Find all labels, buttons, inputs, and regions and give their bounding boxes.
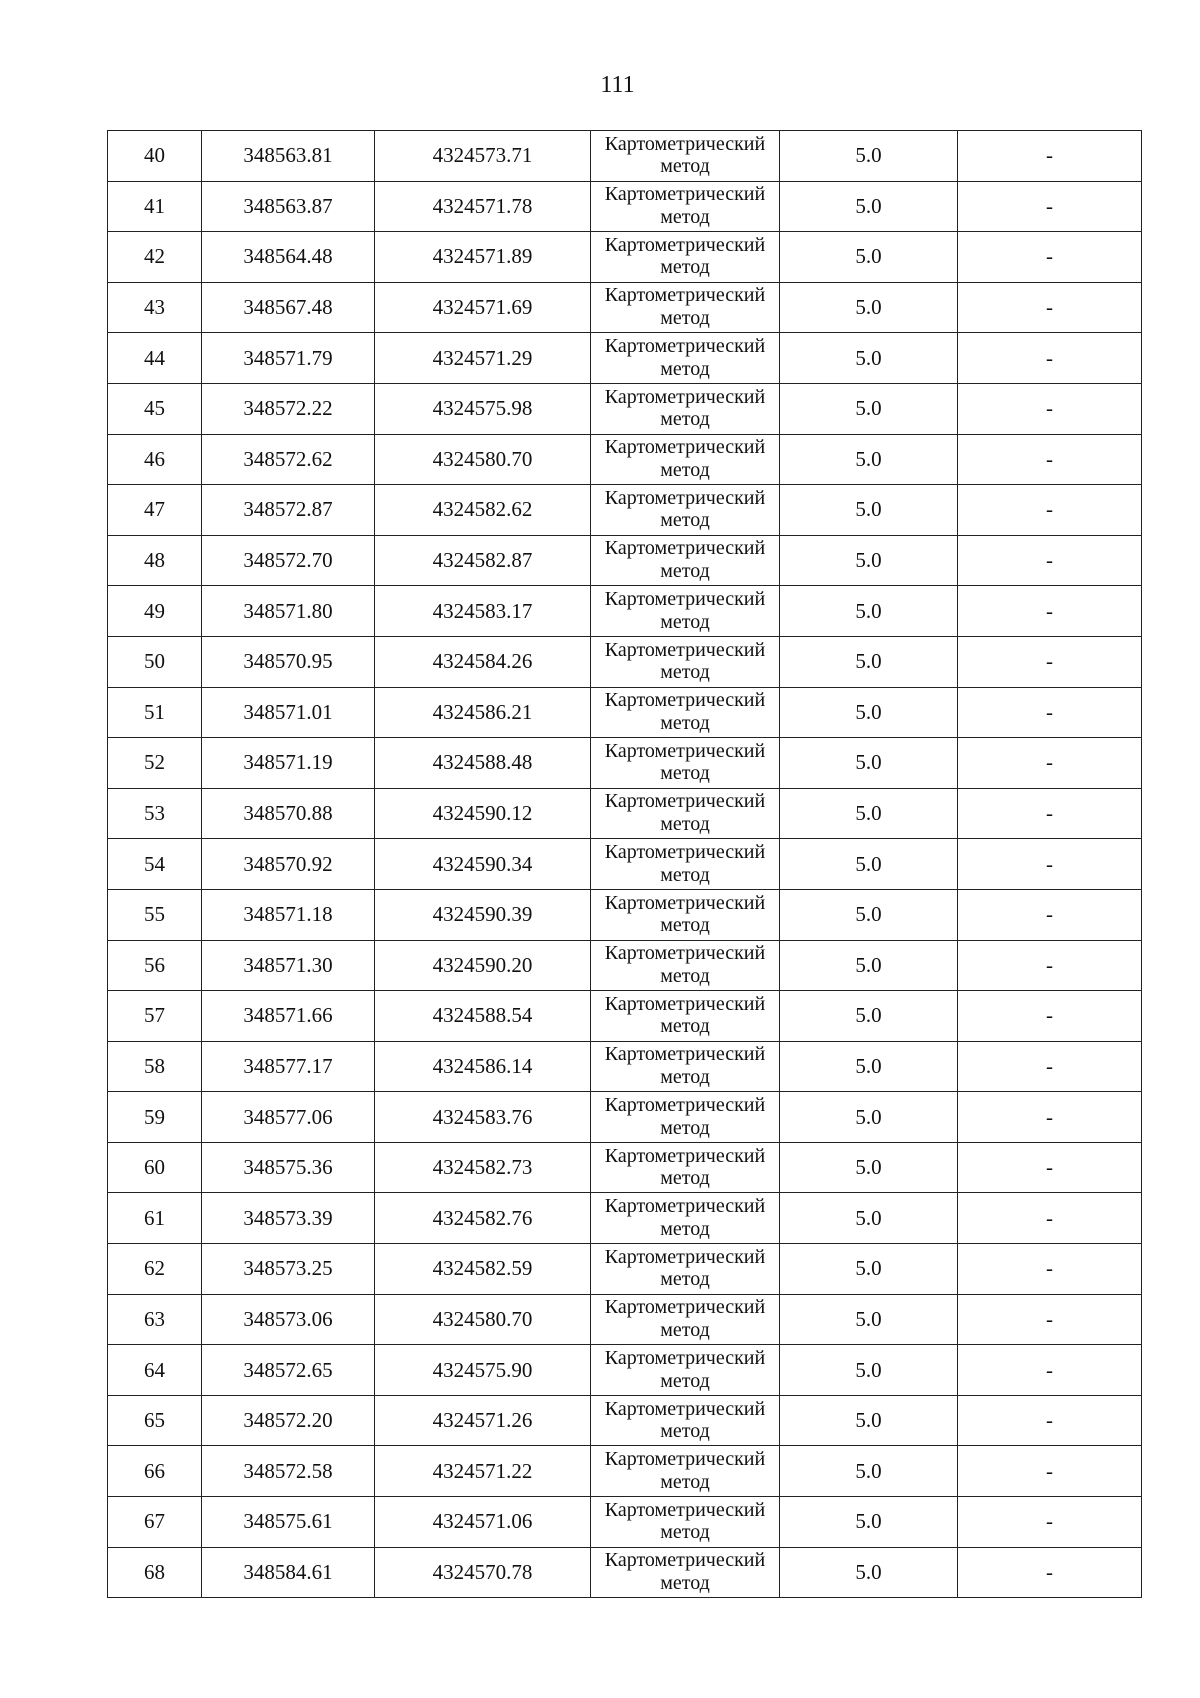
point-number-cell: 60 — [108, 1142, 202, 1193]
point-number-cell: 48 — [108, 535, 202, 586]
y-coordinate-cell: 4324584.26 — [375, 636, 591, 687]
method-cell — [591, 687, 780, 738]
y-coordinate-cell: 4324582.73 — [375, 1142, 591, 1193]
note-cell: - — [958, 1193, 1142, 1244]
y-coordinate-cell: 4324582.87 — [375, 535, 591, 586]
accuracy-cell: 5.0 — [780, 383, 958, 434]
x-coordinate-cell: 348571.19 — [202, 738, 375, 789]
method-cell — [591, 1142, 780, 1193]
point-number-cell: 57 — [108, 991, 202, 1042]
note-cell: - — [958, 1092, 1142, 1143]
method-line-1: Картометрический — [604, 335, 766, 358]
y-coordinate-cell: 4324571.78 — [375, 181, 591, 232]
table-row — [108, 1193, 1142, 1244]
table-row — [108, 1497, 1142, 1548]
method-cell — [591, 232, 780, 283]
method-cell — [591, 1547, 780, 1598]
y-coordinate-cell: 4324590.34 — [375, 839, 591, 890]
note-cell: - — [958, 940, 1142, 991]
method-line-1: Картометрический — [604, 1397, 766, 1420]
method-cell — [591, 1395, 780, 1446]
method-cell — [591, 1244, 780, 1295]
x-coordinate-cell: 348570.92 — [202, 839, 375, 890]
page-number: 111 — [600, 72, 635, 98]
accuracy-cell: 5.0 — [780, 1244, 958, 1295]
method-cell — [591, 1497, 780, 1548]
point-number-cell: 62 — [108, 1244, 202, 1295]
accuracy-cell: 5.0 — [780, 1294, 958, 1345]
y-coordinate-cell: 4324588.54 — [375, 991, 591, 1042]
point-number-cell: 54 — [108, 839, 202, 890]
method-line-1: Картометрический — [604, 132, 766, 155]
method-line-1: Картометрический — [604, 486, 766, 509]
point-number-cell: 55 — [108, 889, 202, 940]
method-line-2: метод — [660, 863, 710, 886]
accuracy-cell: 5.0 — [780, 131, 958, 182]
y-coordinate-cell: 4324583.76 — [375, 1092, 591, 1143]
point-number-cell: 68 — [108, 1547, 202, 1598]
method-line-2: метод — [660, 711, 710, 734]
coordinates-table — [107, 130, 1142, 1598]
table-row — [108, 991, 1142, 1042]
accuracy-cell: 5.0 — [780, 687, 958, 738]
method-line-1: Картометрический — [604, 1245, 766, 1268]
method-line-2: метод — [660, 762, 710, 785]
method-cell — [591, 1193, 780, 1244]
accuracy-cell: 5.0 — [780, 889, 958, 940]
table-row — [108, 535, 1142, 586]
method-line-1: Картометрический — [604, 537, 766, 560]
y-coordinate-cell: 4324571.06 — [375, 1497, 591, 1548]
method-line-2: метод — [660, 661, 710, 684]
accuracy-cell: 5.0 — [780, 232, 958, 283]
method-line-1: Картометрический — [604, 436, 766, 459]
method-line-2: метод — [660, 307, 710, 330]
y-coordinate-cell: 4324590.12 — [375, 788, 591, 839]
table-row — [108, 788, 1142, 839]
method-line-1: Картометрический — [604, 1144, 766, 1167]
note-cell: - — [958, 839, 1142, 890]
accuracy-cell: 5.0 — [780, 434, 958, 485]
method-line-1: Картометрический — [604, 385, 766, 408]
note-cell: - — [958, 991, 1142, 1042]
method-line-2: метод — [660, 1470, 710, 1493]
accuracy-cell: 5.0 — [780, 1395, 958, 1446]
accuracy-cell: 5.0 — [780, 991, 958, 1042]
method-line-2: метод — [660, 964, 710, 987]
accuracy-cell: 5.0 — [780, 1345, 958, 1396]
table-row — [108, 1092, 1142, 1143]
table-row — [108, 232, 1142, 283]
accuracy-cell: 5.0 — [780, 1446, 958, 1497]
note-cell: - — [958, 1142, 1142, 1193]
x-coordinate-cell: 348572.87 — [202, 485, 375, 536]
table-row — [108, 889, 1142, 940]
method-line-2: метод — [660, 509, 710, 532]
point-number-cell: 41 — [108, 181, 202, 232]
point-number-cell: 56 — [108, 940, 202, 991]
point-number-cell: 42 — [108, 232, 202, 283]
y-coordinate-cell: 4324586.14 — [375, 1041, 591, 1092]
note-cell: - — [958, 232, 1142, 283]
accuracy-cell: 5.0 — [780, 1193, 958, 1244]
point-number-cell: 61 — [108, 1193, 202, 1244]
table-row — [108, 383, 1142, 434]
method-line-1: Картометрический — [604, 1195, 766, 1218]
method-line-1: Картометрический — [604, 1093, 766, 1116]
note-cell: - — [958, 636, 1142, 687]
method-line-2: метод — [660, 205, 710, 228]
note-cell: - — [958, 788, 1142, 839]
y-coordinate-cell: 4324571.29 — [375, 333, 591, 384]
point-number-cell: 40 — [108, 131, 202, 182]
method-line-1: Картометрический — [604, 992, 766, 1015]
x-coordinate-cell: 348571.66 — [202, 991, 375, 1042]
x-coordinate-cell: 348577.17 — [202, 1041, 375, 1092]
point-number-cell: 63 — [108, 1294, 202, 1345]
accuracy-cell: 5.0 — [780, 485, 958, 536]
table-row — [108, 1041, 1142, 1092]
y-coordinate-cell: 4324571.89 — [375, 232, 591, 283]
table-row — [108, 1547, 1142, 1598]
method-line-2: метод — [660, 1521, 710, 1544]
method-cell — [591, 1446, 780, 1497]
method-line-1: Картометрический — [604, 942, 766, 965]
method-line-1: Картометрический — [604, 588, 766, 611]
point-number-cell: 65 — [108, 1395, 202, 1446]
table-row — [108, 738, 1142, 789]
method-line-2: метод — [660, 155, 710, 178]
method-cell — [591, 940, 780, 991]
method-line-2: метод — [660, 458, 710, 481]
note-cell: - — [958, 586, 1142, 637]
point-number-cell: 50 — [108, 636, 202, 687]
y-coordinate-cell: 4324582.76 — [375, 1193, 591, 1244]
note-cell: - — [958, 383, 1142, 434]
method-line-2: метод — [660, 256, 710, 279]
y-coordinate-cell: 4324571.69 — [375, 282, 591, 333]
method-line-1: Картометрический — [604, 841, 766, 864]
method-line-1: Картометрический — [604, 1549, 766, 1572]
method-cell — [591, 383, 780, 434]
table-row — [108, 839, 1142, 890]
note-cell: - — [958, 1345, 1142, 1396]
table-row — [108, 940, 1142, 991]
method-cell — [591, 1345, 780, 1396]
method-line-2: метод — [660, 408, 710, 431]
method-cell — [591, 181, 780, 232]
point-number-cell: 44 — [108, 333, 202, 384]
table-row — [108, 1244, 1142, 1295]
x-coordinate-cell: 348584.61 — [202, 1547, 375, 1598]
x-coordinate-cell: 348572.62 — [202, 434, 375, 485]
y-coordinate-cell: 4324582.62 — [375, 485, 591, 536]
x-coordinate-cell: 348563.81 — [202, 131, 375, 182]
method-line-1: Картометрический — [604, 689, 766, 712]
accuracy-cell: 5.0 — [780, 1547, 958, 1598]
method-line-2: метод — [660, 1116, 710, 1139]
note-cell: - — [958, 1294, 1142, 1345]
y-coordinate-cell: 4324586.21 — [375, 687, 591, 738]
table-row — [108, 485, 1142, 536]
x-coordinate-cell: 348564.48 — [202, 232, 375, 283]
x-coordinate-cell: 348575.61 — [202, 1497, 375, 1548]
method-line-1: Картометрический — [604, 233, 766, 256]
x-coordinate-cell: 348571.80 — [202, 586, 375, 637]
table-row — [108, 1395, 1142, 1446]
table-row — [108, 1446, 1142, 1497]
table-row — [108, 434, 1142, 485]
note-cell: - — [958, 485, 1142, 536]
table-row — [108, 1345, 1142, 1396]
method-cell — [591, 333, 780, 384]
method-line-1: Картометрический — [604, 1296, 766, 1319]
y-coordinate-cell: 4324580.70 — [375, 1294, 591, 1345]
table-row — [108, 131, 1142, 182]
point-number-cell: 45 — [108, 383, 202, 434]
table-row — [108, 1294, 1142, 1345]
accuracy-cell: 5.0 — [780, 586, 958, 637]
note-cell: - — [958, 434, 1142, 485]
accuracy-cell: 5.0 — [780, 181, 958, 232]
y-coordinate-cell: 4324590.39 — [375, 889, 591, 940]
x-coordinate-cell: 348572.58 — [202, 1446, 375, 1497]
method-line-1: Картометрический — [604, 183, 766, 206]
point-number-cell: 58 — [108, 1041, 202, 1092]
point-number-cell: 66 — [108, 1446, 202, 1497]
accuracy-cell: 5.0 — [780, 1041, 958, 1092]
method-line-2: метод — [660, 914, 710, 937]
method-cell — [591, 1294, 780, 1345]
point-number-cell: 46 — [108, 434, 202, 485]
method-line-2: метод — [660, 1065, 710, 1088]
point-number-cell: 43 — [108, 282, 202, 333]
x-coordinate-cell: 348572.65 — [202, 1345, 375, 1396]
accuracy-cell: 5.0 — [780, 1497, 958, 1548]
y-coordinate-cell: 4324571.22 — [375, 1446, 591, 1497]
point-number-cell: 59 — [108, 1092, 202, 1143]
method-cell — [591, 991, 780, 1042]
method-cell — [591, 1041, 780, 1092]
method-cell — [591, 788, 780, 839]
note-cell: - — [958, 1041, 1142, 1092]
point-number-cell: 49 — [108, 586, 202, 637]
note-cell: - — [958, 738, 1142, 789]
point-number-cell: 67 — [108, 1497, 202, 1548]
method-line-2: метод — [660, 813, 710, 836]
table-row — [108, 636, 1142, 687]
point-number-cell: 64 — [108, 1345, 202, 1396]
method-cell — [591, 434, 780, 485]
method-cell — [591, 485, 780, 536]
method-cell — [591, 839, 780, 890]
y-coordinate-cell: 4324573.71 — [375, 131, 591, 182]
note-cell: - — [958, 333, 1142, 384]
accuracy-cell: 5.0 — [780, 1092, 958, 1143]
x-coordinate-cell: 348577.06 — [202, 1092, 375, 1143]
accuracy-cell: 5.0 — [780, 738, 958, 789]
method-line-2: метод — [660, 1217, 710, 1240]
method-line-1: Картометрический — [604, 638, 766, 661]
method-line-2: метод — [660, 1571, 710, 1594]
method-line-1: Картометрический — [604, 1448, 766, 1471]
y-coordinate-cell: 4324590.20 — [375, 940, 591, 991]
method-line-2: метод — [660, 1318, 710, 1341]
accuracy-cell: 5.0 — [780, 282, 958, 333]
note-cell: - — [958, 282, 1142, 333]
point-number-cell: 53 — [108, 788, 202, 839]
y-coordinate-cell: 4324570.78 — [375, 1547, 591, 1598]
note-cell: - — [958, 687, 1142, 738]
note-cell: - — [958, 131, 1142, 182]
method-cell — [591, 282, 780, 333]
method-line-1: Картометрический — [604, 790, 766, 813]
x-coordinate-cell: 348570.88 — [202, 788, 375, 839]
method-cell — [591, 636, 780, 687]
method-line-1: Картометрический — [604, 1346, 766, 1369]
x-coordinate-cell: 348571.01 — [202, 687, 375, 738]
x-coordinate-cell: 348570.95 — [202, 636, 375, 687]
x-coordinate-cell: 348572.22 — [202, 383, 375, 434]
accuracy-cell: 5.0 — [780, 333, 958, 384]
y-coordinate-cell: 4324575.98 — [375, 383, 591, 434]
coordinates-table-body — [108, 131, 1142, 1598]
method-line-1: Картометрический — [604, 739, 766, 762]
table-row — [108, 282, 1142, 333]
x-coordinate-cell: 348571.18 — [202, 889, 375, 940]
table-row — [108, 1142, 1142, 1193]
y-coordinate-cell: 4324583.17 — [375, 586, 591, 637]
x-coordinate-cell: 348572.70 — [202, 535, 375, 586]
note-cell: - — [958, 535, 1142, 586]
y-coordinate-cell: 4324580.70 — [375, 434, 591, 485]
method-cell — [591, 586, 780, 637]
y-coordinate-cell: 4324588.48 — [375, 738, 591, 789]
x-coordinate-cell: 348573.06 — [202, 1294, 375, 1345]
point-number-cell: 52 — [108, 738, 202, 789]
table-row — [108, 687, 1142, 738]
note-cell: - — [958, 1497, 1142, 1548]
accuracy-cell: 5.0 — [780, 636, 958, 687]
accuracy-cell: 5.0 — [780, 1142, 958, 1193]
method-cell — [591, 535, 780, 586]
x-coordinate-cell: 348563.87 — [202, 181, 375, 232]
method-line-2: метод — [660, 1015, 710, 1038]
accuracy-cell: 5.0 — [780, 940, 958, 991]
accuracy-cell: 5.0 — [780, 788, 958, 839]
table-row — [108, 586, 1142, 637]
point-number-cell: 47 — [108, 485, 202, 536]
x-coordinate-cell: 348571.30 — [202, 940, 375, 991]
method-line-1: Картометрический — [604, 891, 766, 914]
method-cell — [591, 1092, 780, 1143]
x-coordinate-cell: 348571.79 — [202, 333, 375, 384]
method-line-2: метод — [660, 1369, 710, 1392]
point-number-cell: 51 — [108, 687, 202, 738]
note-cell: - — [958, 889, 1142, 940]
x-coordinate-cell: 348567.48 — [202, 282, 375, 333]
method-line-2: метод — [660, 610, 710, 633]
note-cell: - — [958, 1547, 1142, 1598]
y-coordinate-cell: 4324575.90 — [375, 1345, 591, 1396]
y-coordinate-cell: 4324582.59 — [375, 1244, 591, 1295]
method-line-1: Картометрический — [604, 284, 766, 307]
method-line-2: метод — [660, 1268, 710, 1291]
method-line-2: метод — [660, 357, 710, 380]
note-cell: - — [958, 1446, 1142, 1497]
method-line-2: метод — [660, 1167, 710, 1190]
x-coordinate-cell: 348572.20 — [202, 1395, 375, 1446]
table-row — [108, 333, 1142, 384]
y-coordinate-cell: 4324571.26 — [375, 1395, 591, 1446]
x-coordinate-cell: 348573.39 — [202, 1193, 375, 1244]
method-line-1: Картометрический — [604, 1498, 766, 1521]
note-cell: - — [958, 1395, 1142, 1446]
table-row — [108, 181, 1142, 232]
note-cell: - — [958, 1244, 1142, 1295]
method-line-2: метод — [660, 1420, 710, 1443]
accuracy-cell: 5.0 — [780, 839, 958, 890]
method-line-2: метод — [660, 560, 710, 583]
method-cell — [591, 738, 780, 789]
method-cell — [591, 889, 780, 940]
accuracy-cell: 5.0 — [780, 535, 958, 586]
method-cell — [591, 131, 780, 182]
x-coordinate-cell: 348575.36 — [202, 1142, 375, 1193]
method-line-1: Картометрический — [604, 1043, 766, 1066]
note-cell: - — [958, 181, 1142, 232]
x-coordinate-cell: 348573.25 — [202, 1244, 375, 1295]
